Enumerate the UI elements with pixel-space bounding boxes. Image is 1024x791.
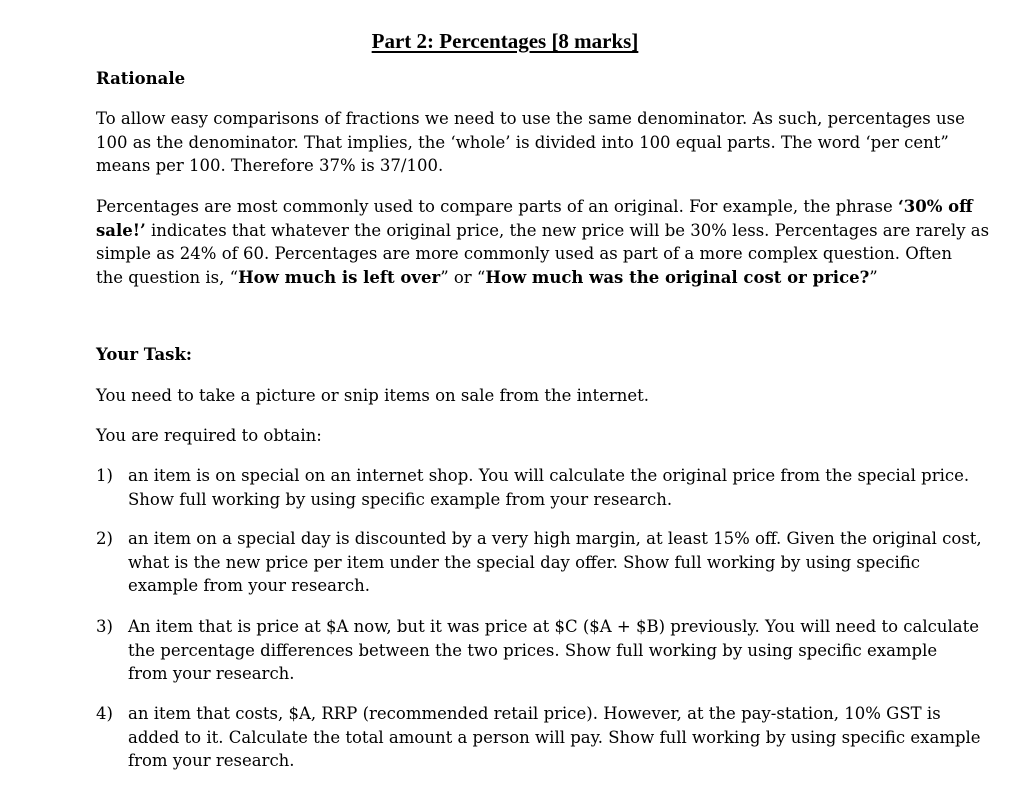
paragraph-line: 100 as the denominator. That implies, the ‘whole’ is divided into 100 equal parts. The word ‘per cent” <box>96 132 949 152</box>
item-line: example from your research. <box>128 576 370 595</box>
text-run: the question is, “ <box>96 267 239 287</box>
paragraph-line: To allow easy comparisons of fractions we need to use the same denominator. As such, percentages use <box>96 109 965 128</box>
item-line: an item that costs, $A, RRP (recommended retail price). However, at the pay-station, 10% GST is <box>128 704 941 723</box>
paragraph-line: simple as 24% of 60. Percentages are more commonly used as part of a more complex question. Often <box>96 244 952 263</box>
item-line: an item is on special on an internet shop. You will calculate the original price from the special price. <box>128 466 970 485</box>
item-line: the percentage differences between the two prices. Show full working by using specific example <box>128 640 938 660</box>
item-number: 2) <box>96 529 113 548</box>
task-intro <box>96 384 996 408</box>
bold-phrase: How much was the original cost or price? <box>485 267 870 287</box>
paragraph-line: You need to take a picture or snip items on sale from the internet. <box>96 386 650 405</box>
item-text <box>128 702 996 773</box>
task-required <box>96 424 996 448</box>
rationale-heading: Rationale <box>96 69 186 88</box>
rationale-paragraph-2 <box>96 195 996 289</box>
item-text <box>128 527 996 598</box>
paragraph-line: You are required to obtain: <box>96 426 322 445</box>
paragraph-line <box>96 195 996 219</box>
text-run: ” or “ <box>440 267 486 287</box>
item-line: Show full working by using specific example from your research. <box>128 489 673 509</box>
rationale-paragraph-1 <box>96 107 996 178</box>
text-run: indicates that whatever the original price, the new price will be 30% less. Percentages are rarely as <box>145 220 990 240</box>
item-line: from your research. <box>128 664 295 683</box>
paragraph-line <box>96 266 996 290</box>
task-heading: Your Task: <box>96 345 192 364</box>
bold-phrase: How much is left over <box>238 267 441 287</box>
paragraph-line <box>96 219 996 243</box>
item-text <box>128 464 996 511</box>
text-run: ” <box>869 267 878 287</box>
bold-phrase: ‘30% off <box>897 197 973 216</box>
item-line: from your research. <box>128 751 295 770</box>
item-line: an item on a special day is discounted by a very high margin, at least 15% off. Given the original cost, <box>128 529 982 548</box>
item-line: An item that is price at $A now, but it was price at $C ($A + $B) previously. You will need to calculate <box>128 617 979 636</box>
item-number: 1) <box>96 466 113 485</box>
item-number: 4) <box>96 704 113 723</box>
item-line: what is the new price per item under the special day offer. Show full working by using specific <box>128 552 920 572</box>
item-number: 3) <box>96 617 113 636</box>
page-title: Part 2: Percentages [8 marks] <box>371 29 639 53</box>
text-run: Percentages are most commonly used to compare parts of an original. For example, the phrase <box>96 197 898 216</box>
item-text <box>128 615 996 686</box>
paragraph-line: means per 100. Therefore 37% is 37/100. <box>96 156 444 175</box>
bold-phrase: sale!’ <box>96 220 146 240</box>
item-line: added to it. Calculate the total amount a person will pay. Show full working by using specific example <box>128 727 981 747</box>
